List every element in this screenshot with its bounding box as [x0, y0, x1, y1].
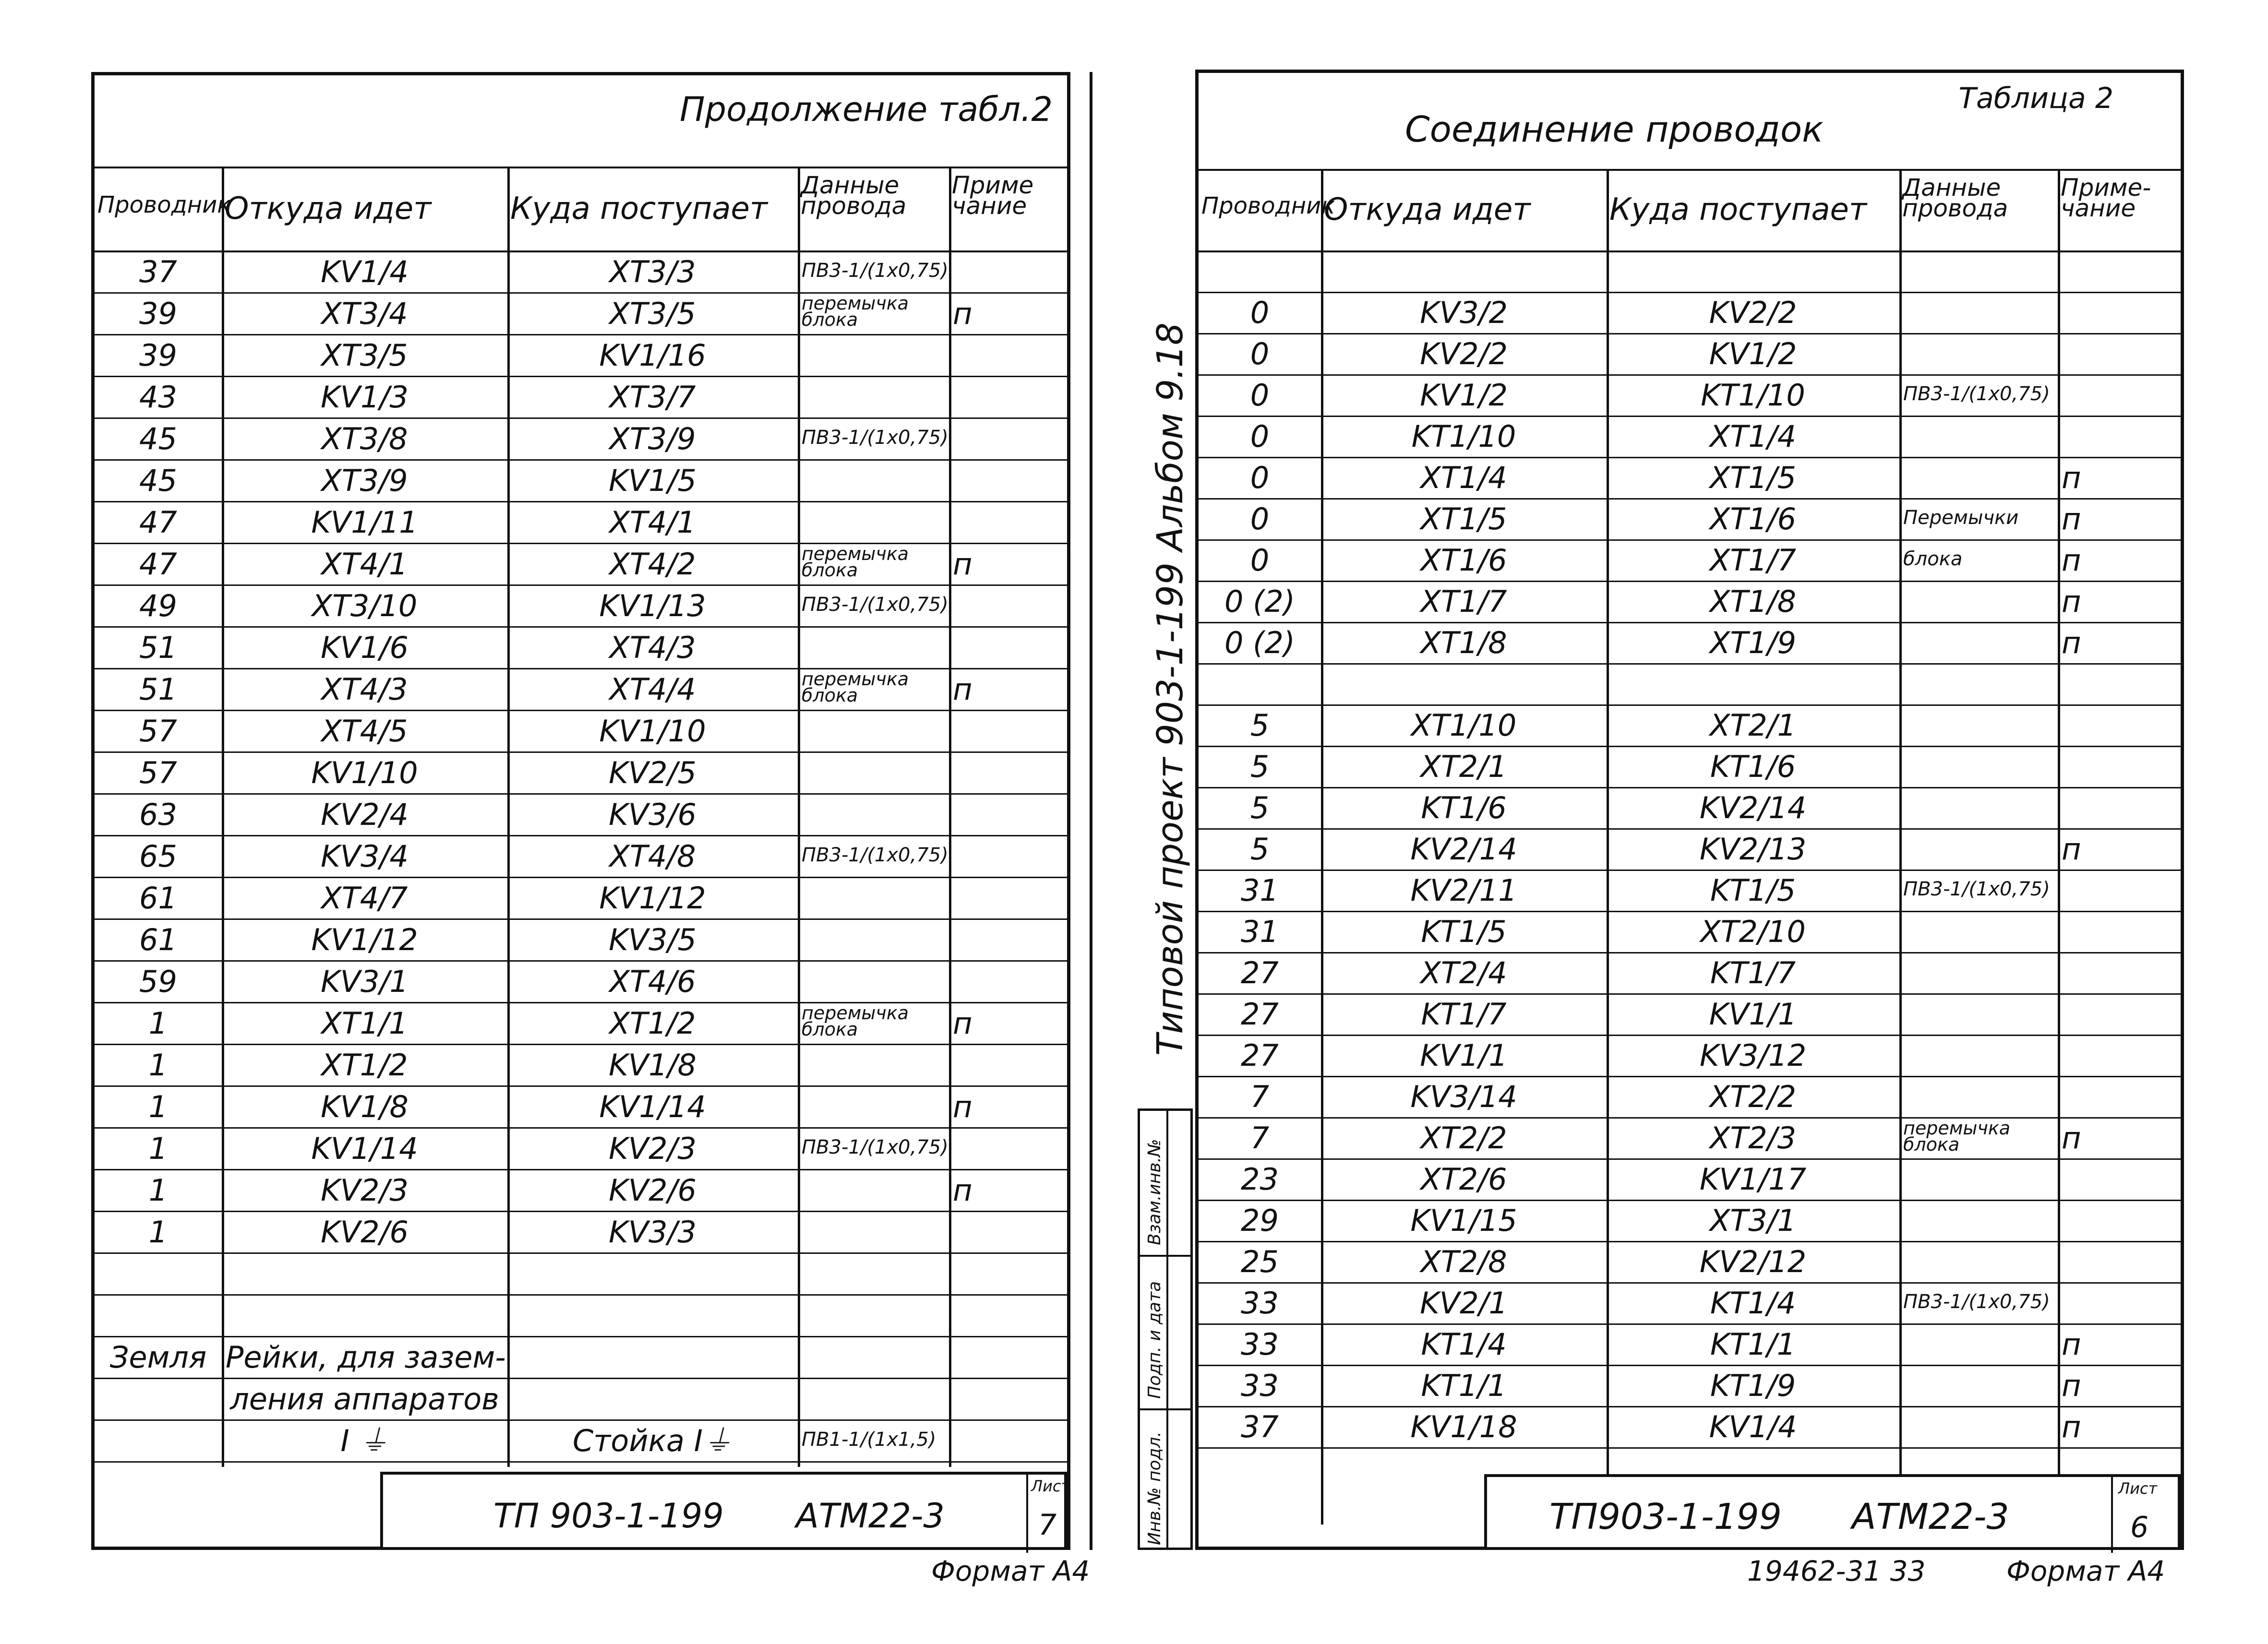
wire-data: перемычка блока: [802, 668, 909, 706]
row-rule: [95, 292, 1067, 294]
wire-data: перемычка блока: [802, 1002, 909, 1040]
column-header: Данные провода: [1902, 174, 2008, 222]
wire-data: блока: [1903, 548, 1963, 570]
note: п: [2062, 584, 2081, 619]
row-rule: [95, 1252, 1067, 1254]
from-terminal: XT1/4: [1420, 460, 1507, 495]
column-header: Приме-чание: [2061, 174, 2151, 222]
row-rule: [1199, 911, 2181, 912]
to-terminal: KV2/13: [1699, 832, 1807, 867]
wire-data: ПВ3-1/(1х0,75): [802, 844, 948, 866]
column-rule: [507, 167, 510, 1467]
from-terminal: KV1/12: [311, 922, 418, 957]
to-terminal: KV2/5: [609, 755, 696, 790]
to-terminal: XT3/7: [609, 379, 696, 415]
to-terminal: XT1/4: [1709, 419, 1797, 454]
row-rule: [1199, 333, 2181, 334]
row-rule: [95, 1002, 1067, 1003]
from-terminal: KV2/3: [321, 1172, 408, 1208]
stamp-code: ТП903-1-199: [1549, 1496, 1782, 1537]
row-rule: [1199, 663, 2181, 665]
row-rule: [95, 1419, 1067, 1421]
from-terminal: XT3/4: [321, 296, 408, 331]
note: п: [2062, 1327, 2081, 1362]
from-terminal: KV2/11: [1410, 873, 1517, 908]
wire-number: 43: [139, 379, 177, 415]
sheet-label: Лист: [2118, 1479, 2158, 1498]
row-rule: [95, 334, 1067, 335]
wire-data: ПВ1-1/(1х1,5): [802, 1428, 936, 1451]
wire-number: 0: [1250, 460, 1270, 495]
from-terminal: KV2/2: [1420, 336, 1508, 371]
right-title-block: [1484, 1474, 2181, 1550]
note: п: [2062, 1409, 2081, 1444]
wire-number: 61: [139, 922, 177, 957]
stamp-mark: АТМ22-3: [796, 1496, 945, 1536]
column-rule: [798, 167, 800, 1467]
stamp-column: [1138, 1108, 1193, 1550]
column-header: Проводник: [97, 191, 231, 218]
from-terminal: XT1/2: [321, 1047, 408, 1083]
row-rule: [1199, 1365, 2181, 1366]
from-terminal: KV1/14: [311, 1131, 418, 1166]
wire-data: перемычка блока: [1903, 1118, 2011, 1156]
from-terminal: KV1/18: [1410, 1409, 1517, 1444]
from-terminal: XT4/5: [321, 713, 408, 749]
to-terminal: KV1/10: [599, 713, 706, 749]
row-rule: [1199, 292, 2181, 293]
note: п: [953, 296, 972, 331]
wire-number: 27: [1241, 997, 1279, 1032]
from-terminal: XT1/10: [1411, 708, 1517, 743]
from-terminal: XT2/8: [1420, 1244, 1507, 1279]
from-terminal: XT2/2: [1420, 1120, 1507, 1156]
right-format-label: Формат А4: [2006, 1555, 2165, 1587]
to-terminal: KV1/16: [599, 337, 706, 373]
to-terminal: XT1/7: [1709, 543, 1797, 578]
row-rule: [1199, 1282, 2181, 1284]
row-rule: [95, 710, 1067, 711]
wire-number: 57: [139, 755, 177, 790]
left-connection-table: [95, 167, 1067, 1467]
wire-number: 0 (2): [1224, 625, 1295, 660]
wire-number: 51: [139, 671, 177, 707]
from-terminal: KV1/11: [311, 504, 418, 540]
from-terminal: KV1/4: [321, 254, 408, 289]
wire-number: 61: [139, 880, 177, 916]
from-terminal: I ⏚: [340, 1423, 389, 1458]
to-terminal: KV3/6: [609, 797, 696, 832]
to-terminal: KT1/1: [1710, 1327, 1796, 1362]
to-terminal: KV1/8: [609, 1047, 696, 1083]
row-rule: [95, 960, 1067, 962]
wire-number: 1: [148, 1047, 168, 1083]
wire-number: 51: [139, 630, 177, 665]
row-rule: [1199, 828, 2181, 830]
from-terminal: KV3/14: [1410, 1079, 1517, 1114]
to-terminal: KV2/14: [1699, 790, 1807, 825]
to-terminal: KT1/4: [1710, 1286, 1796, 1321]
from-terminal: XT2/4: [1420, 955, 1507, 990]
row-rule: [1199, 1200, 2181, 1201]
wire-number: 31: [1241, 914, 1279, 949]
to-terminal: XT3/1: [1709, 1203, 1797, 1238]
from-terminal: KT1/5: [1421, 914, 1507, 949]
wire-number: 39: [139, 296, 177, 331]
note: п: [953, 546, 972, 582]
wire-number: 7: [1250, 1120, 1270, 1156]
row-rule: [95, 1461, 1067, 1463]
to-terminal: XT1/9: [1709, 625, 1797, 660]
sheet-label: Лист: [1031, 1477, 1070, 1495]
from-terminal: XT1/1: [321, 1005, 408, 1041]
left-format-label: Формат А4: [931, 1555, 1090, 1587]
to-terminal: KV1/4: [1709, 1409, 1797, 1444]
from-terminal: KV1/3: [321, 379, 408, 415]
note: п: [953, 1089, 972, 1124]
stamp-cell-inventory: Инв.№ подл.: [1145, 1431, 1164, 1545]
to-terminal: KV1/5: [609, 463, 696, 498]
wire-number: 27: [1241, 1038, 1279, 1073]
wire-number: 39: [139, 337, 177, 373]
row-rule: [95, 1127, 1067, 1129]
from-terminal: XT3/9: [321, 463, 408, 498]
to-terminal: XT3/3: [609, 254, 696, 289]
wire-data: ПВ3-1/(1х0,75): [1903, 383, 2050, 405]
to-terminal: XT1/8: [1709, 584, 1797, 619]
to-terminal: KT1/6: [1710, 749, 1796, 784]
row-rule: [1199, 581, 2181, 582]
wire-number: 5: [1250, 790, 1270, 825]
from-terminal: XT2/1: [1420, 749, 1507, 784]
to-terminal: XT4/3: [609, 630, 696, 665]
wire-number: 47: [139, 504, 177, 540]
wire-data: перемычка блока: [802, 293, 909, 331]
wire-data: ПВ3-1/(1х0,75): [1903, 878, 2050, 900]
row-rule: [95, 417, 1067, 419]
row-rule: [1199, 416, 2181, 417]
from-terminal: XT3/8: [321, 421, 408, 456]
row-rule: [95, 1294, 1067, 1296]
wire-number: 45: [139, 463, 177, 498]
from-terminal: XT1/5: [1420, 501, 1507, 536]
row-rule: [95, 668, 1067, 669]
wire-number: 1: [148, 1005, 168, 1041]
from-terminal: XT1/7: [1420, 584, 1507, 619]
from-terminal: XT1/6: [1420, 543, 1507, 578]
bottom-number: 19462-31 33: [1747, 1555, 1926, 1587]
wire-data: ПВ3-1/(1х0,75): [802, 1136, 948, 1158]
wire-number: 47: [139, 546, 177, 582]
from-terminal: KV3/4: [321, 838, 408, 874]
row-rule: [95, 835, 1067, 836]
column-header: Приме чание: [952, 171, 1034, 220]
row-rule: [95, 584, 1067, 586]
from-terminal: KV1/15: [1410, 1203, 1517, 1238]
to-terminal: KV3/5: [609, 922, 696, 957]
to-terminal: KV1/13: [599, 588, 706, 623]
column-header: Откуда идет: [225, 191, 432, 226]
wire-number: 5: [1250, 708, 1270, 743]
note: п: [2062, 460, 2081, 495]
wire-number: 7: [1250, 1079, 1270, 1114]
row-rule: [1199, 746, 2181, 747]
wire-data: ПВ3-1/(1х0,75): [802, 259, 948, 282]
sheet-number: 7: [1038, 1508, 1057, 1542]
wire-number: 1: [148, 1214, 168, 1250]
wire-number: 5: [1250, 749, 1270, 784]
from-terminal: KV3/2: [1420, 295, 1508, 330]
row-rule: [95, 459, 1067, 461]
to-terminal: KT1/10: [1701, 378, 1805, 413]
stamp-cell-signature: Подп. и дата: [1145, 1281, 1164, 1399]
from-terminal: XT4/1: [321, 546, 408, 582]
from-terminal: XT3/5: [321, 337, 408, 373]
row-rule: [95, 1336, 1067, 1337]
column-rule: [1899, 169, 1902, 1525]
row-rule: [1199, 1076, 2181, 1077]
wire-number: 57: [139, 713, 177, 749]
row-rule: [1199, 622, 2181, 623]
from-terminal: KV2/4: [321, 797, 408, 832]
wire-number: 0: [1250, 336, 1270, 371]
to-terminal: XT1/2: [609, 1005, 696, 1041]
row-rule: [95, 1211, 1067, 1212]
to-terminal: KV1/1: [1709, 997, 1797, 1032]
note: п: [953, 1172, 972, 1208]
from-terminal: KV2/6: [321, 1214, 408, 1250]
to-terminal: KV1/17: [1699, 1162, 1807, 1197]
to-terminal: KT1/5: [1710, 873, 1796, 908]
from-terminal: KV1/8: [321, 1089, 408, 1124]
sheet-number: 6: [2130, 1511, 2149, 1544]
from-terminal: KT1/6: [1421, 790, 1507, 825]
wire-number: 0: [1250, 378, 1270, 413]
stamp-cell-replace: Взам.инв.№: [1145, 1139, 1164, 1245]
wire-number: 1: [148, 1131, 168, 1166]
row-rule: [1199, 704, 2181, 706]
row-rule: [1199, 1447, 2181, 1449]
column-rule: [222, 167, 224, 1467]
from-terminal: KT1/10: [1411, 419, 1516, 454]
wire-number: Земля: [109, 1339, 207, 1375]
column-header: Куда поступает: [510, 191, 768, 226]
wire-data: ПВ3-1/(1х0,75): [802, 593, 948, 616]
row-rule: [1199, 1035, 2181, 1036]
header-rule: [95, 250, 1067, 252]
wire-number: 65: [139, 838, 177, 874]
from-terminal: XT3/10: [312, 588, 418, 623]
wire-number: 33: [1241, 1368, 1279, 1403]
row-rule: [95, 918, 1067, 920]
column-header: Откуда идет: [1324, 192, 1531, 227]
row-rule: [1199, 1323, 2181, 1325]
to-terminal: KT1/7: [1710, 955, 1796, 990]
row-rule: [1199, 539, 2181, 541]
to-terminal: XT3/5: [609, 296, 696, 331]
from-terminal: KT1/7: [1421, 997, 1507, 1032]
wire-number: 45: [139, 421, 177, 456]
to-terminal: KV2/3: [609, 1131, 696, 1166]
row-rule: [1199, 787, 2181, 788]
to-terminal: KV3/12: [1699, 1038, 1807, 1073]
to-terminal: KV1/14: [599, 1089, 706, 1124]
table-label: Таблица 2: [1958, 82, 2113, 115]
left-title-block: [380, 1472, 1070, 1550]
wire-number: 23: [1241, 1162, 1279, 1197]
to-terminal: XT4/2: [609, 546, 696, 582]
wire-number: 25: [1241, 1244, 1279, 1279]
row-rule: [1199, 993, 2181, 995]
wire-number: 31: [1241, 873, 1279, 908]
note: п: [953, 671, 972, 707]
wire-number: 0: [1250, 295, 1270, 330]
row-rule: [95, 626, 1067, 628]
note: п: [2062, 832, 2081, 867]
wire-data: ПВ3-1/(1х0,75): [802, 426, 948, 449]
row-rule: [95, 751, 1067, 753]
row-rule: [95, 501, 1067, 502]
wire-number: 0: [1250, 543, 1270, 578]
wire-number: 0 (2): [1224, 584, 1295, 619]
from-terminal: KV1/1: [1420, 1038, 1508, 1073]
note: п: [2062, 501, 2081, 536]
row-rule: [1199, 1406, 2181, 1407]
note: п: [2062, 625, 2081, 660]
from-terminal: KV1/2: [1420, 378, 1508, 413]
column-rule: [2058, 169, 2060, 1525]
to-terminal: KV1/2: [1709, 336, 1797, 371]
right-connection-table: [1199, 169, 2181, 1525]
stamp-code: ТП 903-1-199: [493, 1496, 724, 1536]
column-rule: [1321, 169, 1323, 1525]
from-terminal: KV3/1: [321, 964, 408, 999]
from-terminal: KT1/4: [1421, 1327, 1507, 1362]
to-terminal: XT2/1: [1709, 708, 1797, 743]
from-terminal: KV1/10: [311, 755, 418, 790]
wire-data: ПВ3-1/(1х0,75): [1903, 1291, 2050, 1313]
wire-number: 37: [1241, 1409, 1279, 1444]
header-rule: [1199, 250, 2181, 252]
row-rule: [95, 1169, 1067, 1170]
to-terminal: KV2/2: [1709, 295, 1797, 330]
to-terminal: XT4/1: [609, 504, 696, 540]
wire-number: 63: [139, 797, 177, 832]
continuation-title: Продолжение табл.2: [680, 90, 1053, 129]
column-header: Данные провода: [801, 171, 907, 220]
wire-data: Перемычки: [1903, 507, 2019, 529]
column-header: Куда поступает: [1609, 192, 1867, 227]
wire-number: 0: [1250, 419, 1270, 454]
from-terminal: Рейки, для зазем-: [226, 1339, 506, 1375]
from-terminal: KT1/1: [1421, 1368, 1507, 1403]
row-rule: [1199, 498, 2181, 500]
wire-number: 49: [139, 588, 177, 623]
wire-number: 33: [1241, 1327, 1279, 1362]
side-project-label: Типовой проект 903-1-199 Альбом 9.18: [1150, 322, 1191, 1056]
row-rule: [1199, 870, 2181, 871]
to-terminal: XT4/6: [609, 964, 696, 999]
row-rule: [95, 1378, 1067, 1379]
wire-number: 59: [139, 964, 177, 999]
wire-number: 37: [139, 254, 177, 289]
note: п: [2062, 1368, 2081, 1403]
from-terminal: XT4/7: [321, 880, 408, 916]
from-terminal: KV2/14: [1410, 832, 1517, 867]
wire-number: 0: [1250, 501, 1270, 536]
wire-number: 1: [148, 1089, 168, 1124]
note: п: [953, 1005, 972, 1041]
to-terminal: XT2/10: [1700, 914, 1806, 949]
wire-number: 29: [1241, 1203, 1279, 1238]
row-rule: [95, 1085, 1067, 1087]
wire-number: 27: [1241, 955, 1279, 990]
from-terminal: XT4/3: [321, 671, 408, 707]
to-terminal: Стойка I⏚: [572, 1423, 733, 1458]
right-sheet: [1195, 70, 2184, 1550]
row-rule: [1199, 1158, 2181, 1160]
note: п: [2062, 1120, 2081, 1156]
row-rule: [1199, 374, 2181, 376]
stamp-mark: АТМ22-3: [1852, 1496, 2009, 1537]
to-terminal: XT1/6: [1709, 501, 1797, 536]
to-terminal: XT2/3: [1709, 1120, 1797, 1156]
row-rule: [95, 793, 1067, 795]
to-terminal: KV2/12: [1699, 1244, 1807, 1279]
to-terminal: XT4/8: [609, 838, 696, 874]
left-sheet: [91, 72, 1070, 1550]
row-rule: [95, 1044, 1067, 1045]
row-rule: [95, 376, 1067, 377]
row-rule: [1199, 457, 2181, 458]
table-title: Соединение проводок: [1405, 109, 1824, 150]
to-terminal: XT2/2: [1709, 1079, 1797, 1114]
to-terminal: KV3/3: [609, 1214, 696, 1250]
from-terminal: ления аппаратов: [230, 1381, 499, 1417]
row-rule: [1199, 952, 2181, 953]
from-terminal: XT2/6: [1420, 1162, 1507, 1197]
note: п: [2062, 543, 2081, 578]
from-terminal: KV1/6: [321, 630, 408, 665]
wire-number: 5: [1250, 832, 1270, 867]
to-terminal: KV1/12: [599, 880, 706, 916]
column-rule: [1607, 169, 1609, 1525]
row-rule: [95, 543, 1067, 544]
to-terminal: KT1/9: [1710, 1368, 1796, 1403]
to-terminal: KV2/6: [609, 1172, 696, 1208]
wire-data: перемычка блока: [802, 543, 909, 581]
table-top-rule: [95, 167, 1067, 168]
row-rule: [95, 877, 1067, 878]
to-terminal: XT4/4: [609, 671, 696, 707]
to-terminal: XT3/9: [609, 421, 696, 456]
from-terminal: XT1/8: [1420, 625, 1507, 660]
wire-number: 1: [148, 1172, 168, 1208]
from-terminal: KV2/1: [1420, 1286, 1508, 1321]
column-header: Проводник: [1201, 192, 1335, 219]
table-top-rule: [1199, 169, 2181, 171]
to-terminal: XT1/5: [1709, 460, 1797, 495]
wire-number: 33: [1241, 1286, 1279, 1321]
row-rule: [1199, 1117, 2181, 1119]
row-rule: [1199, 1241, 2181, 1242]
column-rule: [949, 167, 951, 1467]
